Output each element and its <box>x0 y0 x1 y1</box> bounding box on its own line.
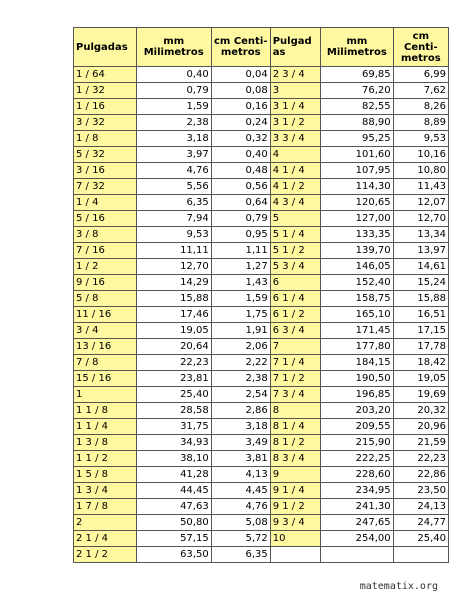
mm-cell: 47,63 <box>136 499 211 515</box>
mm-cell: 3,97 <box>136 147 211 163</box>
cm-cell: 16,51 <box>393 307 448 323</box>
mm-cell: 114,30 <box>321 179 394 195</box>
mm-cell: 4,76 <box>136 163 211 179</box>
table-row <box>74 291 449 307</box>
mm-cell: 171,45 <box>321 323 394 339</box>
cm-cell: 7,62 <box>393 83 448 99</box>
table-row <box>74 451 449 467</box>
mm-cell: 190,50 <box>321 371 394 387</box>
inches-cell: 9 1 / 4 <box>270 483 320 499</box>
cm-cell: 17,78 <box>393 339 448 355</box>
cm-cell: 0,64 <box>211 195 270 211</box>
cm-cell: 1,27 <box>211 259 270 275</box>
cm-cell: 12,07 <box>393 195 448 211</box>
cm-cell: 0,24 <box>211 115 270 131</box>
inches-cell: 7 1 / 2 <box>270 371 320 387</box>
inches-cell: 1 5 / 8 <box>74 467 137 483</box>
inches-cell: 7 3 / 4 <box>270 387 320 403</box>
inches-cell: 2 <box>74 515 137 531</box>
mm-cell: 63,50 <box>136 547 211 563</box>
mm-cell: 17,46 <box>136 307 211 323</box>
inches-cell: 1 <box>74 387 137 403</box>
cm-cell: 1,91 <box>211 323 270 339</box>
mm-cell: 127,00 <box>321 211 394 227</box>
inches-cell: 2 3 / 4 <box>270 67 320 83</box>
inches-cell: 9 / 16 <box>74 275 137 291</box>
inches-cell: 1 7 / 8 <box>74 499 137 515</box>
header-inches: Pulgadas <box>74 28 137 67</box>
mm-cell: 0,40 <box>136 67 211 83</box>
cm-cell: 1,43 <box>211 275 270 291</box>
cm-cell: 14,61 <box>393 259 448 275</box>
cm-cell: 0,48 <box>211 163 270 179</box>
mm-cell: 41,28 <box>136 467 211 483</box>
cm-cell: 0,16 <box>211 99 270 115</box>
cm-cell: 5,72 <box>211 531 270 547</box>
mm-cell: 11,11 <box>136 243 211 259</box>
cm-cell: 19,05 <box>393 371 448 387</box>
header-inches-2: Pulgad as <box>270 28 320 67</box>
mm-cell: 25,40 <box>136 387 211 403</box>
mm-cell: 215,90 <box>321 435 394 451</box>
cm-cell: 4,45 <box>211 483 270 499</box>
table-row <box>74 467 449 483</box>
footer-site-label: matematix.org <box>359 581 438 592</box>
cm-cell: 19,69 <box>393 387 448 403</box>
cm-cell: 0,04 <box>211 67 270 83</box>
cm-cell: 3,81 <box>211 451 270 467</box>
mm-cell: 88,90 <box>321 115 394 131</box>
inches-cell: 9 <box>270 467 320 483</box>
mm-cell: 34,93 <box>136 435 211 451</box>
table-row <box>74 435 449 451</box>
mm-cell: 254,00 <box>321 531 394 547</box>
cm-cell: 23,50 <box>393 483 448 499</box>
mm-cell: 139,70 <box>321 243 394 259</box>
cm-cell: 0,32 <box>211 131 270 147</box>
inches-cell: 4 3 / 4 <box>270 195 320 211</box>
mm-cell: 31,75 <box>136 419 211 435</box>
cm-cell: 1,75 <box>211 307 270 323</box>
header-cm: cm Centi-metros <box>211 28 270 67</box>
mm-cell: 76,20 <box>321 83 394 99</box>
inches-cell: 13 / 16 <box>74 339 137 355</box>
cm-cell: 2,54 <box>211 387 270 403</box>
inches-cell: 8 3 / 4 <box>270 451 320 467</box>
cm-cell: 2,22 <box>211 355 270 371</box>
header-row <box>74 28 449 67</box>
inches-cell: 2 1 / 2 <box>74 547 137 563</box>
table-row <box>74 147 449 163</box>
cm-cell: 15,88 <box>393 291 448 307</box>
cm-cell: 0,79 <box>211 211 270 227</box>
cm-cell: 10,80 <box>393 163 448 179</box>
cm-cell: 3,18 <box>211 419 270 435</box>
inches-cell: 1 1 / 2 <box>74 451 137 467</box>
cm-cell: 6,99 <box>393 67 448 83</box>
table-row <box>74 179 449 195</box>
table-row <box>74 131 449 147</box>
mm-cell: 82,55 <box>321 99 394 115</box>
cm-cell: 8,26 <box>393 99 448 115</box>
mm-cell: 6,35 <box>136 195 211 211</box>
inches-cell: 1 3 / 8 <box>74 435 137 451</box>
mm-cell: 3,18 <box>136 131 211 147</box>
cm-cell: 0,40 <box>211 147 270 163</box>
inches-cell: 1 / 8 <box>74 131 137 147</box>
mm-cell: 14,29 <box>136 275 211 291</box>
table-row <box>74 195 449 211</box>
mm-cell: 20,64 <box>136 339 211 355</box>
table-row <box>74 275 449 291</box>
inches-cell: 1 / 32 <box>74 83 137 99</box>
table-row <box>74 355 449 371</box>
inches-cell: 1 / 64 <box>74 67 137 83</box>
cm-cell: 1,59 <box>211 291 270 307</box>
table-row <box>74 259 449 275</box>
inches-cell: 7 / 16 <box>74 243 137 259</box>
table-row <box>74 483 449 499</box>
mm-cell: 12,70 <box>136 259 211 275</box>
mm-cell: 158,75 <box>321 291 394 307</box>
inches-cell: 3 / 32 <box>74 115 137 131</box>
cm-cell: 18,42 <box>393 355 448 371</box>
cm-cell: 22,86 <box>393 467 448 483</box>
inches-cell: 10 <box>270 531 320 547</box>
table-row <box>74 67 449 83</box>
conversion-table <box>73 27 449 563</box>
table-row <box>74 515 449 531</box>
mm-cell: 38,10 <box>136 451 211 467</box>
table-row <box>74 99 449 115</box>
table-row <box>74 115 449 131</box>
cm-cell: 2,38 <box>211 371 270 387</box>
mm-cell <box>321 547 394 563</box>
cm-cell: 4,76 <box>211 499 270 515</box>
mm-cell: 1,59 <box>136 99 211 115</box>
mm-cell: 19,05 <box>136 323 211 339</box>
table-row <box>74 211 449 227</box>
inches-cell: 7 / 8 <box>74 355 137 371</box>
mm-cell: 184,15 <box>321 355 394 371</box>
cm-cell: 25,40 <box>393 531 448 547</box>
inches-cell: 7 <box>270 339 320 355</box>
inches-cell: 5 / 32 <box>74 147 137 163</box>
inches-cell: 3 1 / 4 <box>270 99 320 115</box>
mm-cell: 228,60 <box>321 467 394 483</box>
table-row <box>74 307 449 323</box>
table-row <box>74 323 449 339</box>
inches-cell: 5 1 / 4 <box>270 227 320 243</box>
header-mm-2: mm Milimetros <box>321 28 394 67</box>
inches-cell: 1 / 2 <box>74 259 137 275</box>
mm-cell: 95,25 <box>321 131 394 147</box>
mm-cell: 5,56 <box>136 179 211 195</box>
inches-cell: 3 / 8 <box>74 227 137 243</box>
cm-cell: 8,89 <box>393 115 448 131</box>
mm-cell: 177,80 <box>321 339 394 355</box>
inches-cell: 1 1 / 8 <box>74 403 137 419</box>
inches-cell: 4 1 / 2 <box>270 179 320 195</box>
cm-cell: 21,59 <box>393 435 448 451</box>
mm-cell: 241,30 <box>321 499 394 515</box>
cm-cell: 10,16 <box>393 147 448 163</box>
inches-cell: 4 <box>270 147 320 163</box>
inches-cell: 1 1 / 4 <box>74 419 137 435</box>
inches-cell: 7 / 32 <box>74 179 137 195</box>
mm-cell: 107,95 <box>321 163 394 179</box>
table-row <box>74 243 449 259</box>
mm-cell: 234,95 <box>321 483 394 499</box>
table-row <box>74 371 449 387</box>
cm-cell: 5,08 <box>211 515 270 531</box>
table-row <box>74 419 449 435</box>
inches-cell: 2 1 / 4 <box>74 531 137 547</box>
cm-cell: 13,34 <box>393 227 448 243</box>
mm-cell: 196,85 <box>321 387 394 403</box>
inches-cell: 5 / 8 <box>74 291 137 307</box>
mm-cell: 23,81 <box>136 371 211 387</box>
mm-cell: 120,65 <box>321 195 394 211</box>
cm-cell <box>393 547 448 563</box>
mm-cell: 152,40 <box>321 275 394 291</box>
cm-cell: 2,86 <box>211 403 270 419</box>
mm-cell: 22,23 <box>136 355 211 371</box>
table-row <box>74 339 449 355</box>
mm-cell: 69,85 <box>321 67 394 83</box>
cm-cell: 0,95 <box>211 227 270 243</box>
table-row <box>74 499 449 515</box>
cm-cell: 0,08 <box>211 83 270 99</box>
mm-cell: 28,58 <box>136 403 211 419</box>
inches-cell: 3 3 / 4 <box>270 131 320 147</box>
table-row <box>74 403 449 419</box>
inches-cell: 7 1 / 4 <box>270 355 320 371</box>
mm-cell: 133,35 <box>321 227 394 243</box>
inches-cell: 3 <box>270 83 320 99</box>
mm-cell: 203,20 <box>321 403 394 419</box>
table-row <box>74 547 449 563</box>
inches-cell: 4 1 / 4 <box>270 163 320 179</box>
cm-cell: 1,11 <box>211 243 270 259</box>
cm-cell: 24,13 <box>393 499 448 515</box>
inches-cell: 1 / 4 <box>74 195 137 211</box>
inches-cell: 11 / 16 <box>74 307 137 323</box>
inches-cell: 15 / 16 <box>74 371 137 387</box>
mm-cell: 50,80 <box>136 515 211 531</box>
cm-cell: 20,32 <box>393 403 448 419</box>
inches-cell: 9 3 / 4 <box>270 515 320 531</box>
table-row <box>74 163 449 179</box>
inches-cell: 8 1 / 2 <box>270 435 320 451</box>
cm-cell: 3,49 <box>211 435 270 451</box>
cm-cell: 9,53 <box>393 131 448 147</box>
table-row <box>74 531 449 547</box>
mm-cell: 222,25 <box>321 451 394 467</box>
mm-cell: 165,10 <box>321 307 394 323</box>
cm-cell: 13,97 <box>393 243 448 259</box>
mm-cell: 7,94 <box>136 211 211 227</box>
inches-cell: 5 3 / 4 <box>270 259 320 275</box>
cm-cell: 22,23 <box>393 451 448 467</box>
cm-cell: 15,24 <box>393 275 448 291</box>
inches-cell: 1 3 / 4 <box>74 483 137 499</box>
mm-cell: 209,55 <box>321 419 394 435</box>
cm-cell: 4,13 <box>211 467 270 483</box>
mm-cell: 0,79 <box>136 83 211 99</box>
inches-cell: 9 1 / 2 <box>270 499 320 515</box>
cm-cell: 20,96 <box>393 419 448 435</box>
mm-cell: 247,65 <box>321 515 394 531</box>
inches-cell: 5 / 16 <box>74 211 137 227</box>
mm-cell: 2,38 <box>136 115 211 131</box>
inches-cell: 6 1 / 4 <box>270 291 320 307</box>
inches-cell: 1 / 16 <box>74 99 137 115</box>
header-cm-2: cm Centi-metros <box>393 28 448 67</box>
mm-cell: 44,45 <box>136 483 211 499</box>
cm-cell: 17,15 <box>393 323 448 339</box>
mm-cell: 146,05 <box>321 259 394 275</box>
mm-cell: 57,15 <box>136 531 211 547</box>
inches-cell: 3 / 16 <box>74 163 137 179</box>
inches-cell <box>270 547 320 563</box>
inches-cell: 6 3 / 4 <box>270 323 320 339</box>
inches-cell: 3 1 / 2 <box>270 115 320 131</box>
inches-cell: 6 <box>270 275 320 291</box>
cm-cell: 12,70 <box>393 211 448 227</box>
inches-cell: 6 1 / 2 <box>270 307 320 323</box>
cm-cell: 11,43 <box>393 179 448 195</box>
table-row <box>74 387 449 403</box>
mm-cell: 101,60 <box>321 147 394 163</box>
mm-cell: 15,88 <box>136 291 211 307</box>
table-row <box>74 83 449 99</box>
table-row <box>74 227 449 243</box>
mm-cell: 9,53 <box>136 227 211 243</box>
header-mm: mm Milimetros <box>136 28 211 67</box>
inches-cell: 5 1 / 2 <box>270 243 320 259</box>
cm-cell: 24,77 <box>393 515 448 531</box>
cm-cell: 2,06 <box>211 339 270 355</box>
cm-cell: 0,56 <box>211 179 270 195</box>
inches-cell: 3 / 4 <box>74 323 137 339</box>
cm-cell: 6,35 <box>211 547 270 563</box>
inches-cell: 8 1 / 4 <box>270 419 320 435</box>
inches-cell: 5 <box>270 211 320 227</box>
inches-cell: 8 <box>270 403 320 419</box>
